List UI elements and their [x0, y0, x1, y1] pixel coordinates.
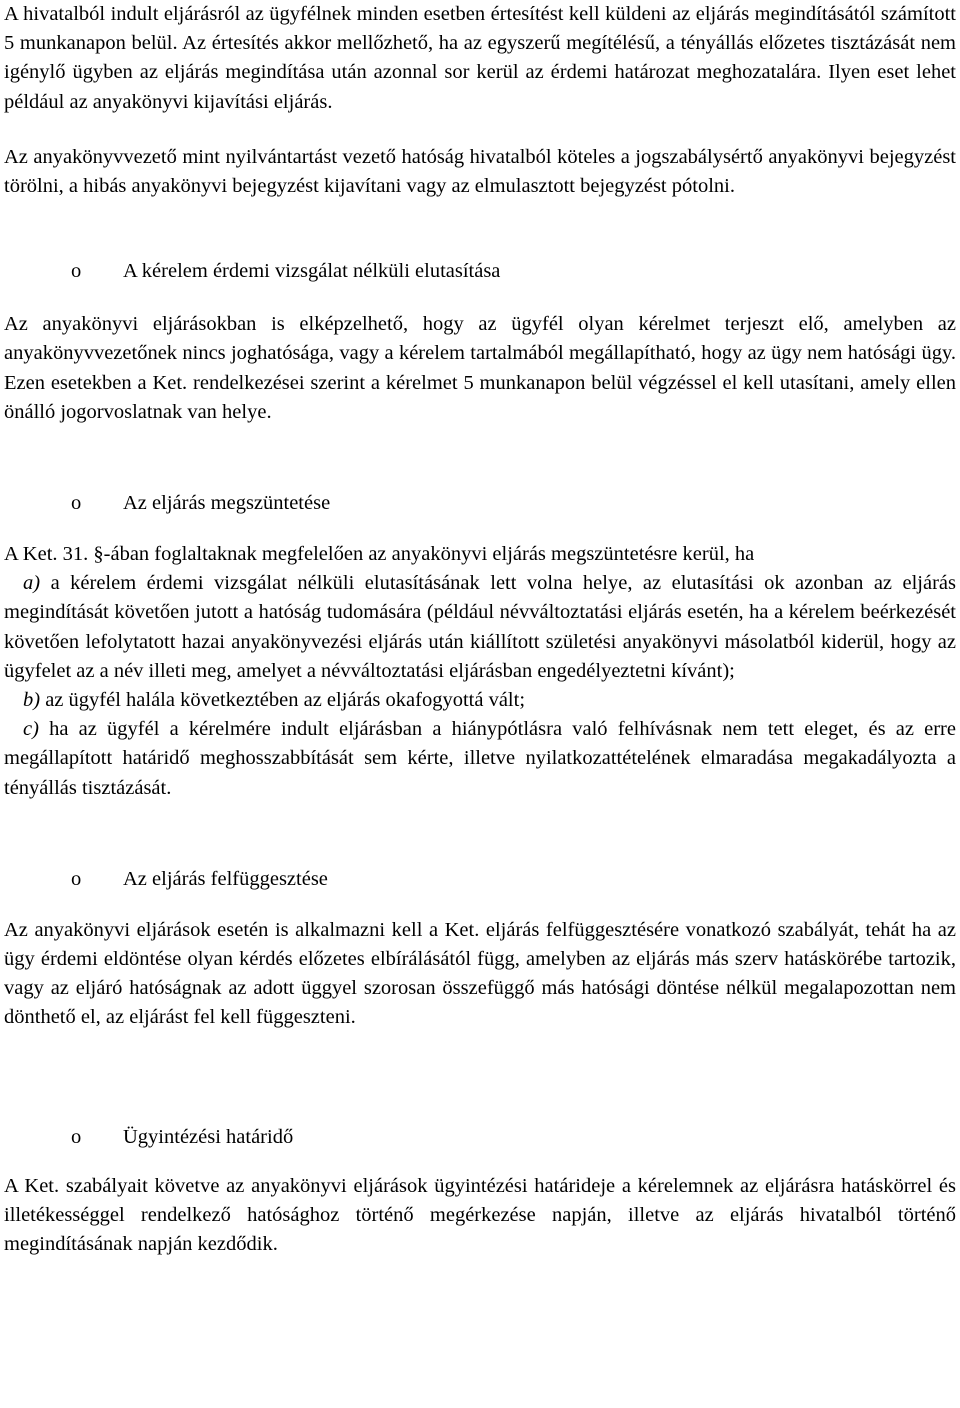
- list-label-b: b): [23, 689, 41, 712]
- section-heading-text: Az eljárás megszüntetése: [123, 492, 331, 515]
- paragraph-registrar-duty: Az anyakönyvvezető mint nyilvántartást vezető hatóság hivatalból köteles a jogszabálysértő anyakönyvi bejegyzést törölni, a hibás anyakönyvi bejegyzést kijavítani vagy az elmulasztott bejegyzést pótolni.: [4, 145, 956, 198]
- section-heading-deadline: [4, 1123, 956, 1152]
- bullet-marker: o: [71, 492, 82, 515]
- list-label-a: a): [23, 572, 41, 595]
- termination-intro: A Ket. 31. §-ában foglaltaknak megfelelően az anyakönyvi eljárás megszüntetésre kerül, ha: [4, 543, 755, 566]
- section-heading-text: A kérelem érdemi vizsgálat nélküli elutasítása: [123, 260, 501, 283]
- section-heading-rejection: [4, 257, 956, 286]
- document-page: [4, 0, 956, 1259]
- section-heading-text: Ügyintézési határidő: [123, 1125, 294, 1148]
- paragraph-notification: A hivatalból indult eljárásról az ügyfélnek minden esetben értesítést kell küldeni az eljárás megindításától számított 5 munkanapon belül. Az értesítés akkor mellőzhető, ha az egyszerű megítélésű, a tényállás előzetes tisztázását nem igénylő ügyben az eljárás megindítása után azonnal sor kerül az érdemi határozat meghozatalára. Ilyen eset lehet például az anyakönyvi kijavítási eljárás.: [4, 3, 956, 113]
- paragraph-deadline: A Ket. szabályait követve az anyakönyvi eljárások ügyintézési határideje a kérelemnek az eljárásra hatáskörrel és illetékességgel rendelkező hatósághoz történő megérkezése napján, illetve az eljárás hivatalból történő megindításának napján kezdődik.: [4, 1174, 956, 1256]
- section-heading-suspension: [4, 865, 956, 894]
- paragraph-suspension: Az anyakönyvi eljárások esetén is alkalmazni kell a Ket. eljárás felfüggesztésére vonatkozó szabályát, tehát ha az ügy érdemi eldöntése olyan kérdés előzetes elbírálásától függ, amelyben az eljárás más szerv hatáskörébe tartozik, vagy az eljáró hatóságnak az adott üggyel szorosan összefüggő más hatósági döntése nélkül megalapozottan nem dönthető el, az eljárást fel kell függeszteni.: [4, 918, 956, 1029]
- list-label-c: c): [23, 718, 39, 741]
- section-heading-termination: [4, 489, 956, 518]
- bullet-marker: o: [71, 260, 82, 283]
- paragraph-termination: [4, 540, 956, 803]
- list-item-b: az ügyfél halála következtében az eljárás okafogyottá vált;: [45, 689, 526, 712]
- bullet-marker: o: [71, 867, 82, 890]
- bullet-marker: o: [71, 1125, 82, 1148]
- list-item-c: ha az ügyfél a kérelmére indult eljárásban a hiánypótlásra való felhívásnak nem tett eleget, és az erre megállapított határidő meghosszabbítását sem kérte, illetve nyilatkozattételének elmaradása megakadályozta a tényállás tisztázását.: [4, 718, 956, 799]
- list-item-a: a kérelem érdemi vizsgálat nélküli elutasításának lett volna helye, az elutasítási ok azonban az eljárás megindítását követően jutott a hatóság tudomására (például névváltoztatási eljárás esetén, ha a kérelem beérkezését követően lefolytatott hazai anyakönyvezési eljárás után kiállított születési anyakönyvi másolatból kiderül, hogy az ügyfelet az a név illeti meg, amelyet a névváltoztatási eljárásban engedélyeztetni kívánt);: [4, 572, 956, 682]
- section-heading-text: Az eljárás felfüggesztése: [123, 867, 328, 890]
- paragraph-rejection: Az anyakönyvi eljárásokban is elképzelhető, hogy az ügyfél olyan kérelmet terjeszt elő, amelyben az anyakönyvvezetőnek nincs joghatósága, vagy a kérelem tartalmából megállapítható, hogy az ügy nem hatósági ügy. Ezen esetekben a Ket. rendelkezései szerint a kérelmet 5 munkanapon belül végzéssel el kell utasítani, amely ellen önálló jogorvoslatnak van helye.: [4, 313, 956, 423]
